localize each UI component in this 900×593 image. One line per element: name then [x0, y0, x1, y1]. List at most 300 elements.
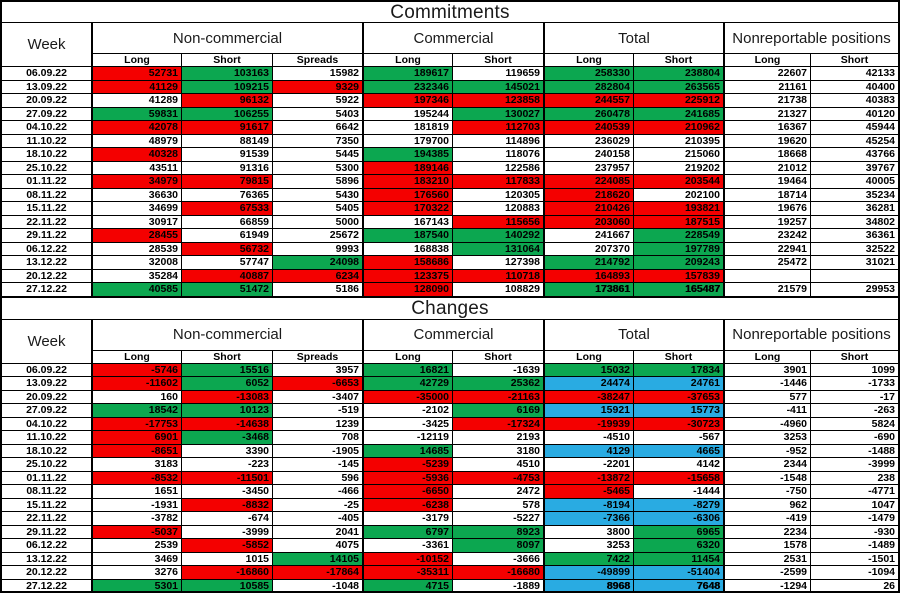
group-header-total: Total	[543, 320, 723, 351]
value-cell: 79815	[181, 175, 272, 188]
value-cell: 110718	[452, 270, 543, 283]
value-cell: 43766	[810, 148, 898, 161]
week-cell: 25.10.22	[26, 161, 67, 174]
value-cell: 36630	[91, 189, 181, 202]
changes-body	[2, 364, 898, 593]
week-cell: 20.09.22	[26, 94, 67, 106]
value-cell: -1444	[633, 485, 723, 498]
value-cell: 4075	[272, 539, 362, 552]
value-cell: 203060	[543, 216, 633, 229]
value-cell: 67533	[181, 202, 272, 215]
column-header-long: Long	[91, 54, 181, 66]
value-cell: 19257	[723, 216, 810, 229]
column-header-spreads: Spreads	[272, 351, 362, 363]
value-cell: 260478	[543, 108, 633, 121]
week-cell: 06.12.22	[26, 242, 67, 255]
value-cell: 16821	[362, 364, 452, 377]
value-cell: 596	[272, 472, 362, 485]
table-row	[2, 162, 898, 176]
value-cell: 236029	[543, 135, 633, 148]
value-cell: 76365	[181, 189, 272, 202]
value-cell: 5445	[272, 148, 362, 161]
table-row	[2, 472, 898, 486]
value-cell: -12119	[362, 431, 452, 444]
value-cell: 4129	[543, 445, 633, 458]
value-cell: 128090	[362, 283, 452, 296]
value-cell: 215060	[633, 148, 723, 161]
value-cell: -7366	[543, 512, 633, 525]
group-header-nonreportable-positions: Nonreportable positions	[723, 320, 898, 351]
value-cell: 237957	[543, 162, 633, 175]
value-cell: 232346	[362, 81, 452, 94]
value-cell: 3180	[452, 445, 543, 458]
value-cell: 40383	[810, 94, 898, 107]
value-cell: 32522	[810, 243, 898, 256]
value-cell: -3450	[181, 485, 272, 498]
table-row	[2, 539, 898, 553]
column-header-long: Long	[362, 54, 452, 66]
value-cell: 24098	[272, 256, 362, 269]
value-cell: 127398	[452, 256, 543, 269]
value-cell: 120305	[452, 189, 543, 202]
value-cell: 194385	[362, 148, 452, 161]
value-cell: 189146	[362, 162, 452, 175]
week-column-header: Week	[27, 332, 66, 350]
value-cell: 22941	[723, 243, 810, 256]
value-cell: -223	[181, 458, 272, 471]
value-cell: 23242	[723, 229, 810, 242]
value-cell: 962	[723, 499, 810, 512]
table-row	[2, 418, 898, 432]
value-cell: 6320	[633, 539, 723, 552]
value-cell: -5936	[362, 472, 452, 485]
week-cell: 25.10.22	[26, 458, 67, 470]
value-cell: 1099	[810, 364, 898, 377]
value-cell: 17834	[633, 364, 723, 377]
value-cell: 210962	[633, 121, 723, 134]
value-cell: 36361	[810, 229, 898, 242]
value-cell: -3782	[91, 512, 181, 525]
column-header-long: Long	[362, 351, 452, 363]
value-cell: 7648	[633, 580, 723, 593]
value-cell: -17864	[272, 566, 362, 579]
value-cell: 3957	[272, 364, 362, 377]
value-cell: 1578	[723, 539, 810, 552]
column-header-short: Short	[181, 54, 272, 66]
table-row	[2, 364, 898, 378]
commitments-title: Commitments	[2, 2, 898, 23]
value-cell: 25472	[723, 256, 810, 269]
week-cell: 22.11.22	[26, 512, 67, 524]
value-cell: 91316	[181, 162, 272, 175]
value-cell: -411	[723, 404, 810, 417]
value-cell: 241685	[633, 108, 723, 121]
week-cell: 01.11.22	[26, 471, 67, 484]
value-cell: 119659	[452, 67, 543, 80]
value-cell: 6642	[272, 121, 362, 134]
value-cell: -16860	[181, 566, 272, 579]
value-cell: 3901	[723, 364, 810, 377]
value-cell: 28539	[91, 243, 181, 256]
value-cell: -51404	[633, 566, 723, 579]
value-cell	[723, 270, 810, 283]
value-cell: -17324	[452, 418, 543, 431]
value-cell: 5405	[272, 202, 362, 215]
table-row	[2, 580, 898, 593]
value-cell: 164893	[543, 270, 633, 283]
value-cell: 189617	[362, 67, 452, 80]
column-header-short: Short	[452, 351, 543, 363]
value-cell: 225912	[633, 94, 723, 107]
value-cell: 238	[810, 472, 898, 485]
value-cell: 263565	[633, 81, 723, 94]
value-cell: 2041	[272, 526, 362, 539]
commitments-table	[2, 2, 898, 297]
value-cell: 52731	[91, 67, 181, 80]
value-cell: 577	[723, 391, 810, 404]
value-cell: -1488	[810, 445, 898, 458]
table-row	[2, 229, 898, 243]
value-cell: 10585	[181, 580, 272, 593]
value-cell: 15032	[543, 364, 633, 377]
week-cell: 27.12.22	[26, 283, 67, 295]
value-cell: 18668	[723, 148, 810, 161]
value-cell: -10152	[362, 553, 452, 566]
value-cell: 96132	[181, 94, 272, 107]
value-cell: -4771	[810, 485, 898, 498]
value-cell: -1048	[272, 580, 362, 593]
value-cell: 5824	[810, 418, 898, 431]
column-header-short: Short	[810, 54, 898, 66]
value-cell: 195244	[362, 108, 452, 121]
value-cell: -5746	[91, 364, 181, 377]
value-cell: -8279	[633, 499, 723, 512]
value-cell: -5037	[91, 526, 181, 539]
table-row	[2, 81, 898, 95]
week-cell: 13.12.22	[26, 256, 67, 268]
value-cell: -15658	[633, 472, 723, 485]
value-cell: 4510	[452, 458, 543, 471]
value-cell: -3407	[272, 391, 362, 404]
value-cell: 5896	[272, 175, 362, 188]
value-cell: 26	[810, 580, 898, 593]
value-cell: -674	[181, 512, 272, 525]
value-cell: 36281	[810, 202, 898, 215]
week-cell: 13.12.22	[26, 552, 67, 565]
value-cell: 2472	[452, 485, 543, 498]
value-cell: 168838	[362, 243, 452, 256]
value-cell: -8194	[543, 499, 633, 512]
group-header-nonreportable-positions: Nonreportable positions	[723, 23, 898, 54]
value-cell: -1889	[452, 580, 543, 593]
value-cell: 108829	[452, 283, 543, 296]
value-cell: 40005	[810, 175, 898, 188]
value-cell: 51472	[181, 283, 272, 296]
value-cell: 34979	[91, 175, 181, 188]
table-row	[2, 499, 898, 513]
value-cell: 130027	[452, 108, 543, 121]
column-header-short: Short	[633, 351, 723, 363]
value-cell: 5186	[272, 283, 362, 296]
value-cell: -4510	[543, 431, 633, 444]
column-header-long: Long	[91, 351, 181, 363]
value-cell: 15516	[181, 364, 272, 377]
week-column-header: Week	[27, 36, 66, 53]
value-cell: -19939	[543, 418, 633, 431]
value-cell: 197789	[633, 243, 723, 256]
value-cell: 7422	[543, 553, 633, 566]
changes-table	[2, 297, 898, 593]
week-cell: 11.10.22	[26, 134, 67, 147]
column-header-short: Short	[633, 54, 723, 66]
value-cell: 160	[91, 391, 181, 404]
value-cell: -21163	[452, 391, 543, 404]
value-cell: 224085	[543, 175, 633, 188]
value-cell: -1548	[723, 472, 810, 485]
value-cell: 25672	[272, 229, 362, 242]
value-cell: -263	[810, 404, 898, 417]
value-cell: 187515	[633, 216, 723, 229]
week-cell: 20.12.22	[26, 269, 67, 282]
value-cell: -466	[272, 485, 362, 498]
week-cell: 15.11.22	[26, 498, 67, 511]
table-row	[2, 553, 898, 567]
value-cell: 157839	[633, 270, 723, 283]
table-row	[2, 108, 898, 122]
value-cell: 3253	[723, 431, 810, 444]
value-cell: 131064	[452, 243, 543, 256]
value-cell: 40120	[810, 108, 898, 121]
value-cell: 176560	[362, 189, 452, 202]
column-header-long: Long	[543, 54, 633, 66]
value-cell: -5852	[181, 539, 272, 552]
value-cell: 40400	[810, 81, 898, 94]
week-cell: 04.10.22	[26, 121, 67, 133]
value-cell: 40887	[181, 270, 272, 283]
value-cell: 1047	[810, 499, 898, 512]
value-cell: -6650	[362, 485, 452, 498]
value-cell: 240158	[543, 148, 633, 161]
value-cell: 4142	[633, 458, 723, 471]
column-header-short: Short	[181, 351, 272, 363]
value-cell: 15982	[272, 67, 362, 80]
value-cell: -145	[272, 458, 362, 471]
value-cell: 7350	[272, 135, 362, 148]
table-row	[2, 445, 898, 459]
value-cell: 11454	[633, 553, 723, 566]
value-cell: 5922	[272, 94, 362, 107]
column-header-spreads: Spreads	[272, 54, 362, 66]
column-header-long: Long	[723, 54, 810, 66]
value-cell: -1501	[810, 553, 898, 566]
value-cell: -49899	[543, 566, 633, 579]
value-cell: -2599	[723, 566, 810, 579]
value-cell: 10123	[181, 404, 272, 417]
value-cell: -6653	[272, 377, 362, 390]
table-row	[2, 566, 898, 580]
table-row	[2, 270, 898, 284]
value-cell: 8923	[452, 526, 543, 539]
table-row	[2, 216, 898, 230]
value-cell: 228549	[633, 229, 723, 242]
value-cell: 41289	[91, 94, 181, 107]
table-row	[2, 256, 898, 270]
value-cell: 244557	[543, 94, 633, 107]
group-header-total: Total	[543, 23, 723, 54]
value-cell: 3800	[543, 526, 633, 539]
value-cell: -419	[723, 512, 810, 525]
value-cell: 258330	[543, 67, 633, 80]
week-cell: 06.09.22	[26, 363, 67, 376]
value-cell: 25362	[452, 377, 543, 390]
value-cell: -1733	[810, 377, 898, 390]
value-cell: 1239	[272, 418, 362, 431]
value-cell: -5239	[362, 458, 452, 471]
value-cell: -3999	[181, 526, 272, 539]
column-header-long: Long	[543, 351, 633, 363]
value-cell: -30723	[633, 418, 723, 431]
value-cell	[810, 270, 898, 283]
value-cell: 209243	[633, 256, 723, 269]
week-cell: 04.10.22	[26, 417, 67, 430]
value-cell: 3390	[181, 445, 272, 458]
value-cell: 3276	[91, 566, 181, 579]
value-cell: 21012	[723, 162, 810, 175]
value-cell: 21738	[723, 94, 810, 107]
value-cell: 45254	[810, 135, 898, 148]
value-cell: -405	[272, 512, 362, 525]
week-cell: 13.09.22	[26, 377, 67, 389]
value-cell: -952	[723, 445, 810, 458]
value-cell: 61949	[181, 229, 272, 242]
value-cell: 112703	[452, 121, 543, 134]
table-row	[2, 283, 898, 297]
value-cell: 21161	[723, 81, 810, 94]
value-cell: -3425	[362, 418, 452, 431]
value-cell: 4665	[633, 445, 723, 458]
value-cell: -35000	[362, 391, 452, 404]
value-cell: 170322	[362, 202, 452, 215]
value-cell: 21579	[723, 283, 810, 296]
value-cell: 3183	[91, 458, 181, 471]
week-cell: 27.09.22	[26, 107, 67, 120]
commitments-header	[2, 23, 898, 67]
value-cell: -8532	[91, 472, 181, 485]
value-cell: -930	[810, 526, 898, 539]
value-cell: 578	[452, 499, 543, 512]
value-cell: 140292	[452, 229, 543, 242]
value-cell: 240539	[543, 121, 633, 134]
value-cell: 45944	[810, 121, 898, 134]
value-cell: -690	[810, 431, 898, 444]
value-cell: -3666	[452, 553, 543, 566]
week-cell: 20.09.22	[26, 390, 67, 403]
value-cell: 42729	[362, 377, 452, 390]
value-cell: -13872	[543, 472, 633, 485]
value-cell: 238804	[633, 67, 723, 80]
value-cell: -11501	[181, 472, 272, 485]
value-cell: -17753	[91, 418, 181, 431]
table-row	[2, 121, 898, 135]
week-cell: 29.11.22	[26, 229, 67, 241]
value-cell: 2531	[723, 553, 810, 566]
value-cell: 24761	[633, 377, 723, 390]
table-row	[2, 431, 898, 445]
week-cell: 08.11.22	[26, 188, 67, 201]
value-cell: 41129	[91, 81, 181, 94]
value-cell: -38247	[543, 391, 633, 404]
value-cell: 241667	[543, 229, 633, 242]
value-cell: 708	[272, 431, 362, 444]
value-cell: -1294	[723, 580, 810, 593]
value-cell: -567	[633, 431, 723, 444]
week-cell: 20.12.22	[26, 566, 67, 578]
value-cell: 2193	[452, 431, 543, 444]
value-cell: 103163	[181, 67, 272, 80]
value-cell: 5430	[272, 189, 362, 202]
value-cell: 5301	[91, 580, 181, 593]
value-cell: 158686	[362, 256, 452, 269]
value-cell: -3361	[362, 539, 452, 552]
value-cell: -8651	[91, 445, 181, 458]
week-cell: 06.12.22	[26, 539, 67, 551]
value-cell: -35311	[362, 566, 452, 579]
week-cell: 11.10.22	[26, 431, 67, 443]
value-cell: -25	[272, 499, 362, 512]
value-cell: 21327	[723, 108, 810, 121]
value-cell: 24474	[543, 377, 633, 390]
column-header-short: Short	[810, 351, 898, 363]
week-cell: 22.11.22	[26, 215, 67, 228]
value-cell: -4753	[452, 472, 543, 485]
value-cell: 3469	[91, 553, 181, 566]
value-cell: 15773	[633, 404, 723, 417]
value-cell: -6306	[633, 512, 723, 525]
value-cell: 31021	[810, 256, 898, 269]
value-cell: 16367	[723, 121, 810, 134]
table-row	[2, 135, 898, 149]
value-cell: -16680	[452, 566, 543, 579]
value-cell: 106255	[181, 108, 272, 121]
value-cell: 282804	[543, 81, 633, 94]
value-cell: -1905	[272, 445, 362, 458]
value-cell: -5227	[452, 512, 543, 525]
value-cell: -17	[810, 391, 898, 404]
value-cell: 202100	[633, 189, 723, 202]
table-row	[2, 404, 898, 418]
value-cell: 197346	[362, 94, 452, 107]
table-row	[2, 243, 898, 257]
value-cell: 9993	[272, 243, 362, 256]
value-cell: 35234	[810, 189, 898, 202]
week-cell: 29.11.22	[26, 525, 67, 538]
group-header-non-commercial: Non-commercial	[91, 320, 362, 351]
table-row	[2, 94, 898, 108]
value-cell: 193821	[633, 202, 723, 215]
week-cell: 13.09.22	[26, 80, 67, 93]
value-cell: 15921	[543, 404, 633, 417]
column-header-short: Short	[452, 54, 543, 66]
value-cell: -1639	[452, 364, 543, 377]
value-cell: 181819	[362, 121, 452, 134]
value-cell: -750	[723, 485, 810, 498]
value-cell: 219202	[633, 162, 723, 175]
value-cell: 4715	[362, 580, 452, 593]
value-cell: 91539	[181, 148, 272, 161]
value-cell: 115656	[452, 216, 543, 229]
value-cell: 3253	[543, 539, 633, 552]
value-cell: 114896	[452, 135, 543, 148]
